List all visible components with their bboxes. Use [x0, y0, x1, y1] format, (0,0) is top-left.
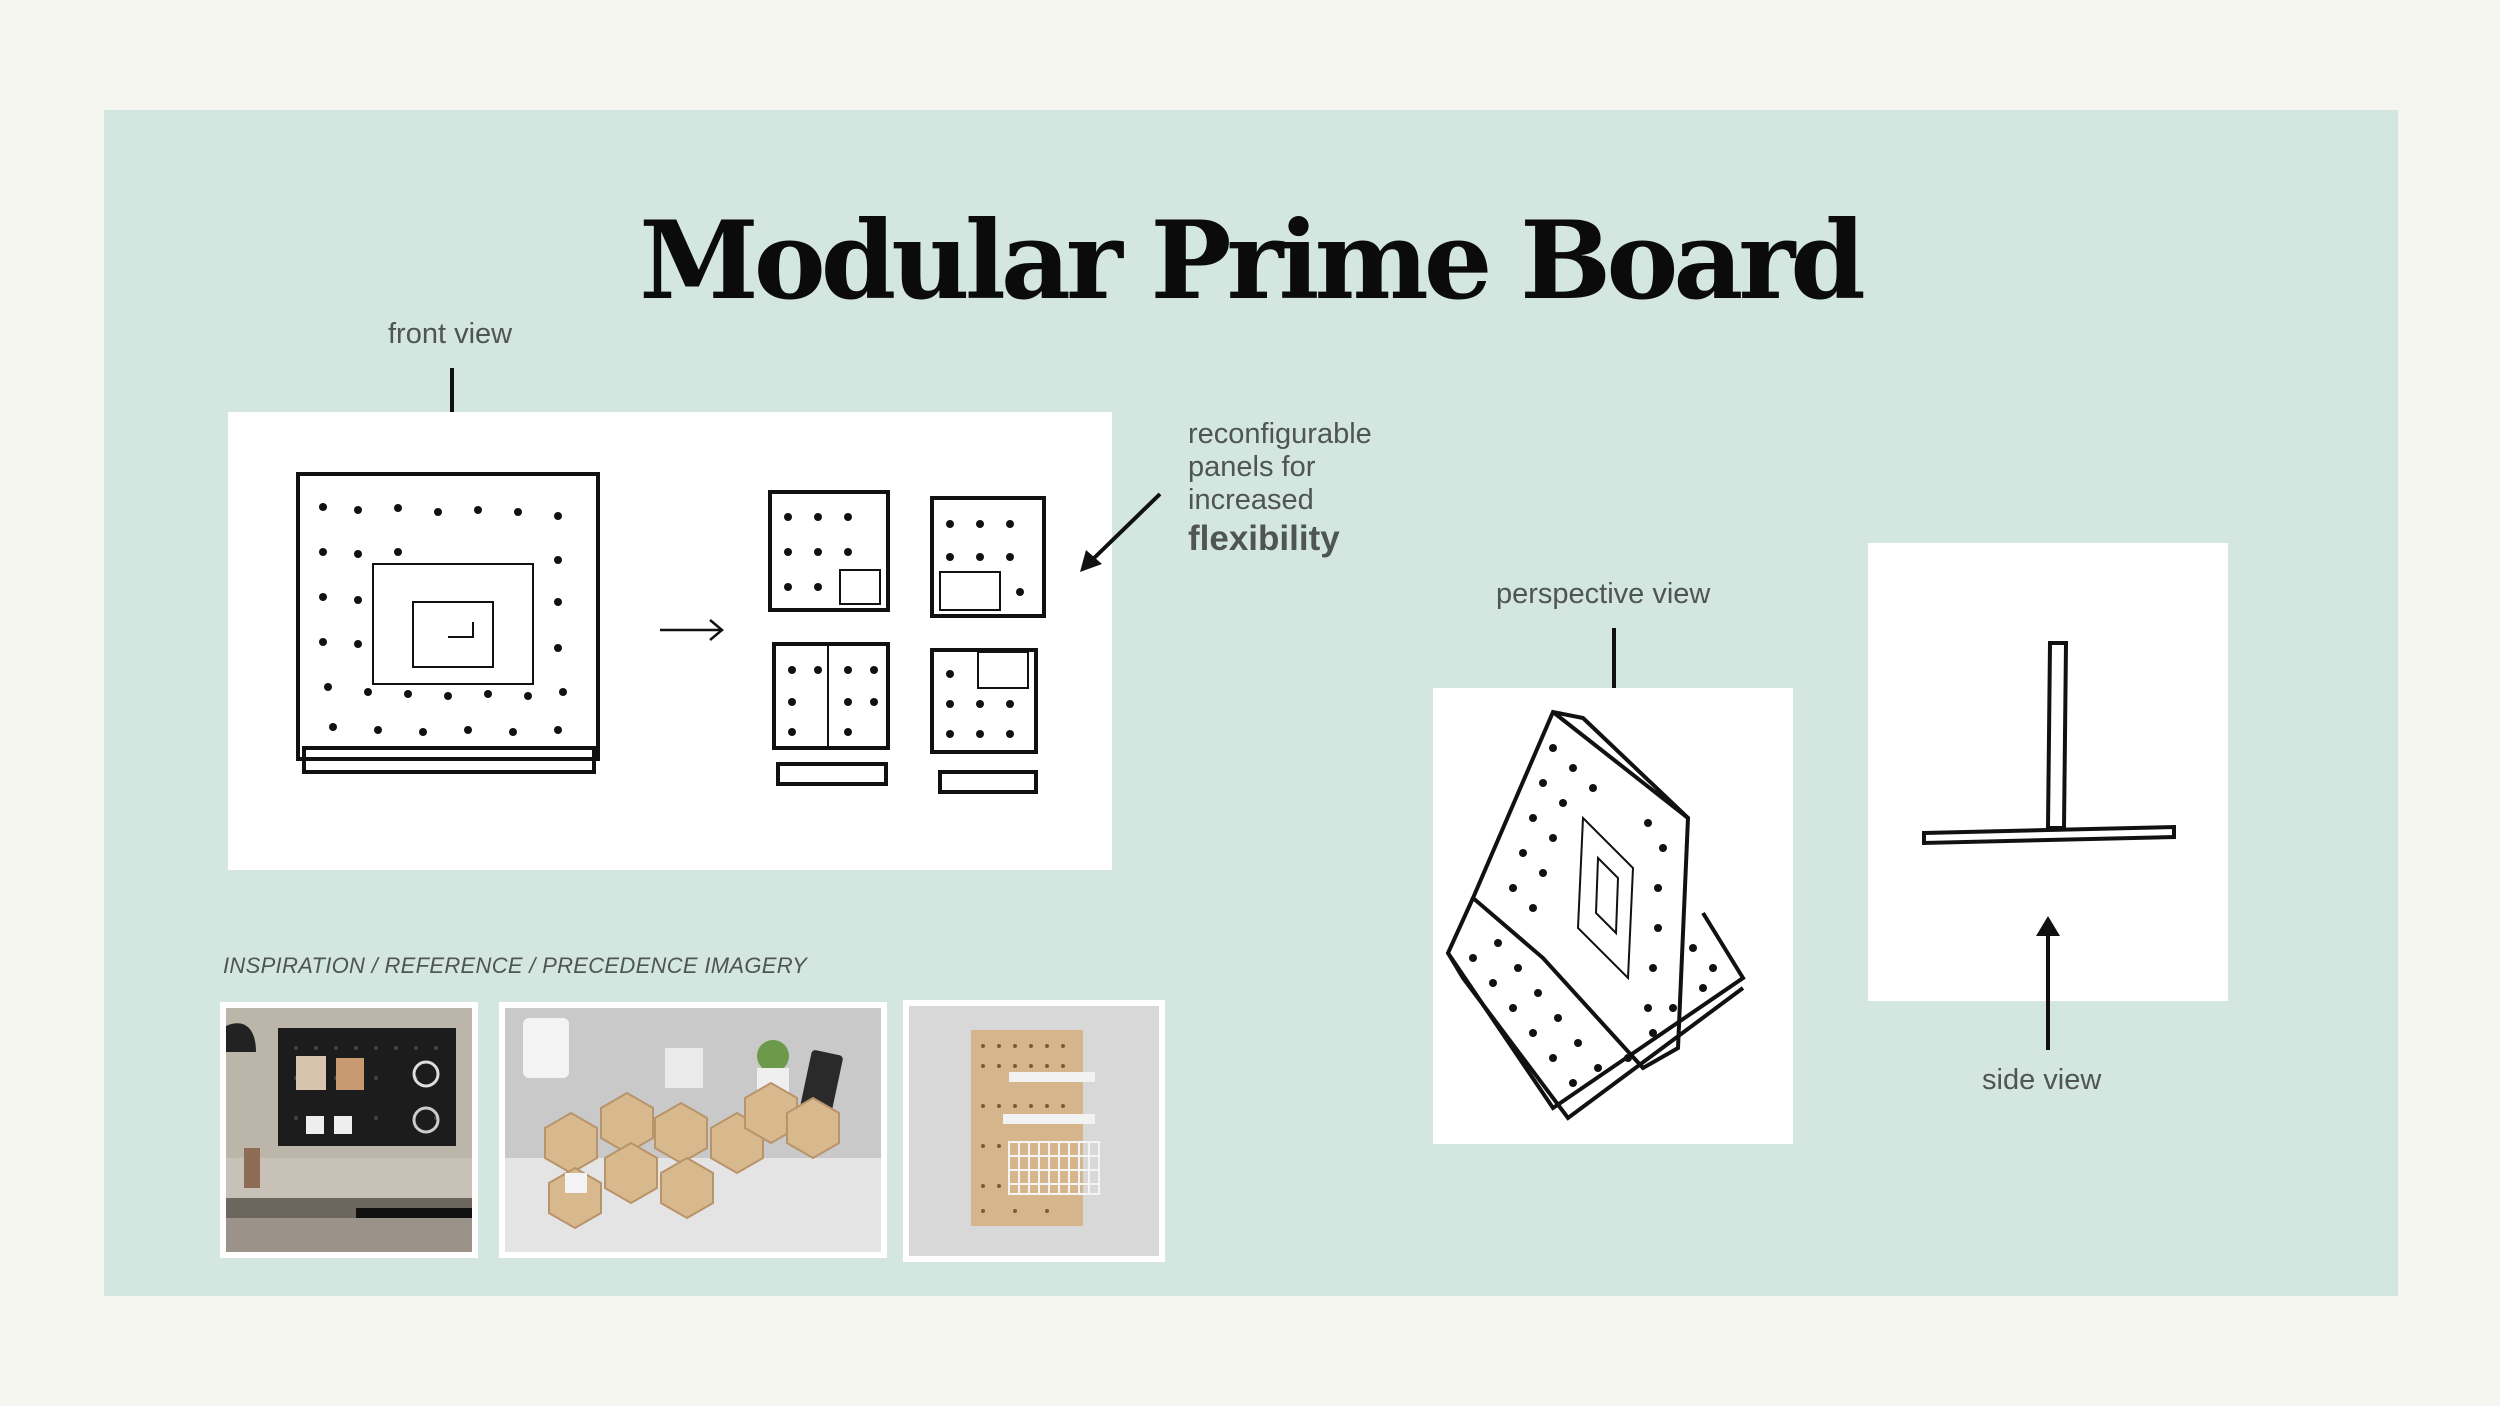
pegboard-holes [319, 503, 1024, 738]
inspiration-heading: INSPIRATION / REFERENCE / PRECEDENCE IMAGERY [223, 953, 808, 978]
front-sketch-panel [228, 412, 1112, 870]
reconfigurable-label-line-4: flexibility [1188, 519, 1340, 558]
wall-pegboard-shelf-photo [903, 1000, 1165, 1262]
front-sketch-drawing [228, 412, 1112, 870]
page-title: Modular Prime Board [639, 198, 1861, 324]
reconfigurable-arrow-icon [1078, 490, 1164, 574]
side-view-label: side view [1982, 1064, 2102, 1096]
front-view-label: front view [388, 318, 513, 350]
reconfigurable-label-line-1: reconfigurable [1188, 418, 1372, 450]
perspective-sketch-drawing [1433, 688, 1793, 1144]
perspective-sketch-panel [1433, 688, 1793, 1144]
perspective-view-label: perspective view [1496, 578, 1711, 610]
side-view-arrow-icon [2046, 932, 2050, 1050]
reconfigurable-label-line-3: increased [1188, 484, 1314, 516]
pegboard-desk-photo [220, 1002, 478, 1258]
hexagon-organizer-photo [499, 1002, 887, 1258]
reconfigurable-label-line-2: panels for [1188, 451, 1316, 483]
